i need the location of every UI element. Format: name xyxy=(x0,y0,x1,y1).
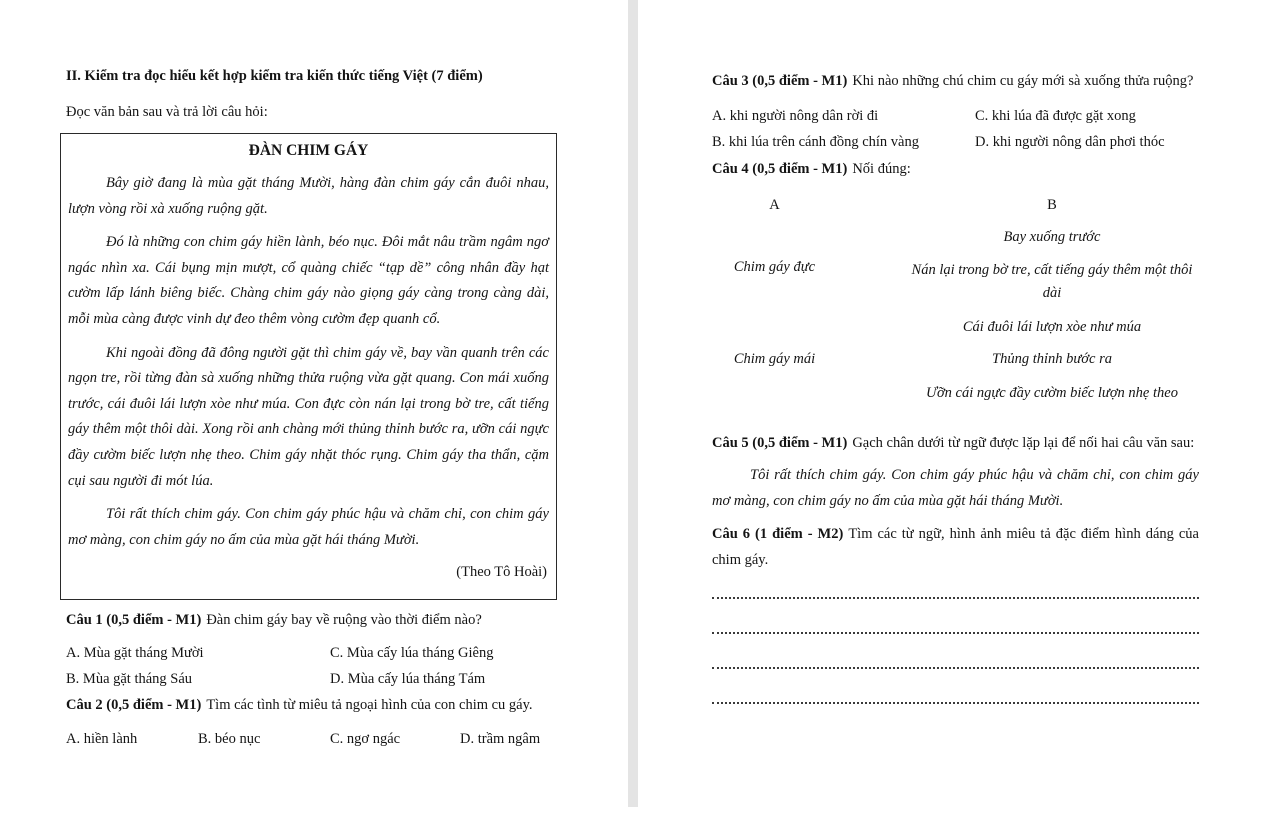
passage-paragraph: Tôi rất thích chim gáy. Con chim gáy phúc hậu và chăm chỉ, con chim gáy mơ màng, con chim gáy no ấm của mùa gặt hái tháng Mười. xyxy=(68,506,549,548)
question-2 xyxy=(66,692,533,718)
answer-line xyxy=(712,688,1199,704)
question-1-label: Câu 1 (0,5 điểm - M1) xyxy=(66,612,202,628)
question-2-option-b: B. béo nục xyxy=(198,731,261,747)
answer-lines-area xyxy=(712,583,1199,723)
answer-line xyxy=(712,653,1199,669)
question-3-label: Câu 3 (0,5 điểm - M1) xyxy=(712,73,848,89)
answer-line xyxy=(712,583,1199,599)
question-1-option-c: C. Mùa cấy lúa tháng Giêng xyxy=(330,645,494,661)
question-4-label: Câu 4 (0,5 điểm - M1) xyxy=(712,161,848,177)
instruction-text: Đọc văn bản sau và trả lời câu hỏi: xyxy=(66,104,268,120)
match-column-a-header: A xyxy=(769,197,780,213)
question-2-option-a: A. hiền lành xyxy=(66,731,138,747)
answer-line xyxy=(712,618,1199,634)
match-column-b-header: B xyxy=(1047,197,1057,213)
match-b-item: Nán lại trong bờ tre, cất tiếng gáy thêm một thôi dài xyxy=(911,262,1193,301)
question-2-option-c: C. ngơ ngác xyxy=(330,731,401,747)
question-4-matching-area xyxy=(712,188,1199,413)
question-3-option-a: A. khi người nông dân rời đi xyxy=(712,108,879,124)
match-b-item: Cái đuôi lái lượn xòe như múa xyxy=(962,319,1142,335)
question-6-text: Tìm các từ ngữ, hình ảnh miêu tả đặc điểm hình dáng của chim gáy. xyxy=(712,526,1199,568)
question-4-text: Nối đúng: xyxy=(852,161,911,177)
question-5 xyxy=(712,430,1194,456)
passage-paragraph: Bây giờ đang là mùa gặt tháng Mười, hàng đàn chim gáy cắn đuôi nhau, lượn vòng rồi xà xuống ruộng gặt. xyxy=(68,175,549,217)
question-3-option-c: C. khi lúa đã được gặt xong xyxy=(975,108,1136,124)
match-a-item: Chim gáy mái xyxy=(733,351,816,367)
question-3-option-b: B. khi lúa trên cánh đồng chín vàng xyxy=(712,134,919,150)
question-1 xyxy=(66,607,482,633)
question-2-text: Tìm các tình từ miêu tả ngoại hình của con chim cu gáy. xyxy=(206,697,533,713)
question-5-quoted-passage: Tôi rất thích chim gáy. Con chim gáy phúc hậu và chăm chỉ, con chim gáy mơ màng, con chim gáy no ấm của mùa gặt hái tháng Mười. xyxy=(712,467,1199,509)
question-1-option-a: A. Mùa gặt tháng Mười xyxy=(66,645,204,661)
question-2-options xyxy=(66,726,558,752)
question-1-options xyxy=(66,640,558,692)
question-6-label: Câu 6 (1 điểm - M2) xyxy=(712,526,844,542)
question-5-label: Câu 5 (0,5 điểm - M1) xyxy=(712,435,848,451)
reading-passage-box xyxy=(60,133,557,600)
passage-attribution: (Theo Tô Hoài) xyxy=(456,564,547,581)
match-b-item: Ưỡn cái ngực đầy cườm biếc lượn nhẹ theo xyxy=(926,385,1178,401)
question-3-text: Khi nào những chú chim cu gáy mới sà xuống thửa ruộng? xyxy=(852,73,1194,89)
passage-paragraph: Đó là những con chim gáy hiền lành, béo nục. Đôi mắt nâu trầm ngâm ngơ ngác nhìn xa. Cái bụng mịn mượt, cổ quàng chiếc “tạp dề” công nhân đầy hạt cườm lấp lánh biêng biếc. Chàng chim gáy nào giọng gáy càng trong càng dài, mỗi mùa càng được vinh dự đeo thêm vòng cườm đẹp quanh cổ. xyxy=(68,234,549,327)
question-3 xyxy=(712,68,1193,94)
question-4 xyxy=(712,156,911,182)
section-title: II. Kiểm tra đọc hiểu kết hợp kiểm tra kiến thức tiếng Việt (7 điểm) xyxy=(66,68,483,84)
question-3-options xyxy=(712,103,1199,155)
question-1-option-d: D. Mùa cấy lúa tháng Tám xyxy=(330,671,486,687)
question-1-option-b: B. Mùa gặt tháng Sáu xyxy=(66,671,193,687)
passage-title: ĐÀN CHIM GÁY xyxy=(248,142,369,159)
question-3-option-d: D. khi người nông dân phơi thóc xyxy=(975,134,1165,150)
question-5-text: Gạch chân dưới từ ngữ được lặp lại để nối hai câu văn sau: xyxy=(852,435,1195,451)
question-1-text: Đàn chim gáy bay về ruộng vào thời điểm nào? xyxy=(206,612,482,628)
page-gap-divider xyxy=(628,0,638,807)
question-2-label: Câu 2 (0,5 điểm - M1) xyxy=(66,697,202,713)
question-2-option-d: D. trầm ngâm xyxy=(460,731,541,747)
match-a-item: Chim gáy đực xyxy=(733,259,816,275)
match-b-item: Thủng thỉnh bước ra xyxy=(992,351,1112,367)
match-b-item: Bay xuống trước xyxy=(1003,229,1101,245)
passage-paragraph: Khi ngoài đồng đã đông người gặt thì chim gáy về, bay vần quanh trên các ngọn tre, rồi từng đàn sà xuống những thửa ruộng vừa gặt quang. Con mái xuống trước, cái đuôi lái lượn xòe như múa. Con đực còn nán lại trong bờ tre, cất tiếng gáy thêm một thôi dài. Xong rồi anh chàng mới thủng thỉnh bước ra, ưỡn cái ngực đầy cườm biếc lượn nhẹ theo. Chim gáy nhặt thóc rụng. Chim gáy tha thẩn, cặm cụi sau người đi mót lúa. xyxy=(68,344,549,489)
question-6 xyxy=(712,521,1199,573)
